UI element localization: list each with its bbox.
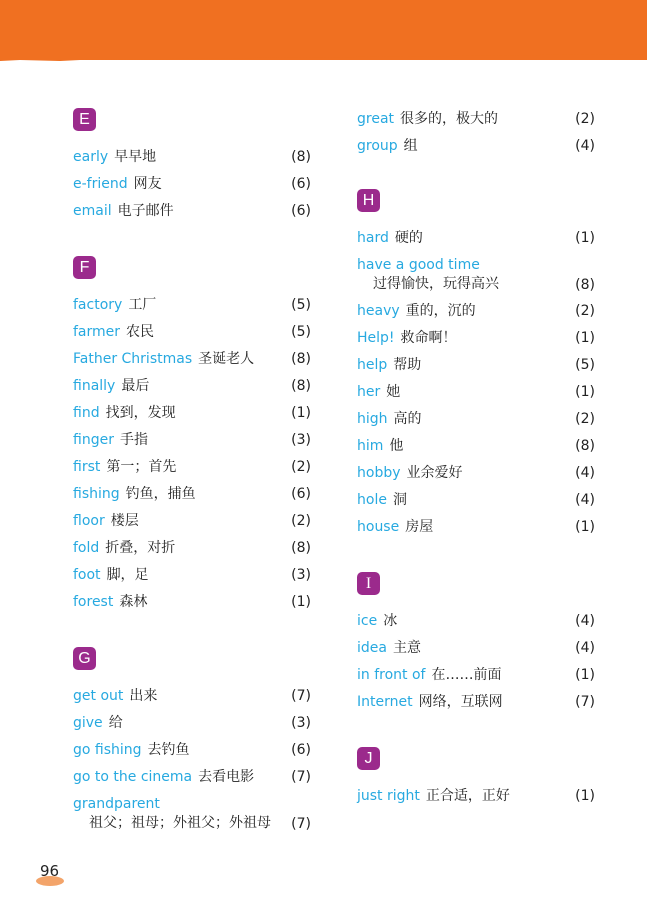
section-f (73, 256, 311, 619)
entry: forest 森林 (1) (73, 594, 311, 610)
entry: house 房屋 (1) (357, 519, 595, 535)
entry: group 组 (4) (357, 138, 595, 154)
entry: give 给 (3) (73, 715, 311, 731)
entry: find 找到，发现 (1) (73, 405, 311, 421)
entry: ice 冰 (4) (357, 613, 595, 629)
right-column (357, 109, 595, 813)
section-g (73, 647, 311, 840)
entry: fold 折叠，对折 (8) (73, 540, 311, 556)
entry: great 很多的，极大的 (2) (357, 111, 595, 127)
entry: get out 出来 (7) (73, 688, 311, 704)
left-column (73, 108, 311, 840)
entry: help 帮助 (5) (357, 357, 595, 373)
section-g-continued (357, 109, 595, 163)
letter-badge-f: F (73, 256, 96, 279)
entry: grandparent 祖父；祖母；外祖父；外祖母 (7) (73, 796, 311, 832)
entry: fishing 钓鱼，捕鱼 (6) (73, 486, 311, 502)
entry: Father Christmas 圣诞老人 (8) (73, 351, 311, 367)
entry: first 第一；首先 (2) (73, 459, 311, 475)
entry: hobby 业余爱好 (4) (357, 465, 595, 481)
entry: early 早早地 (8) (73, 149, 311, 165)
letter-badge-h: H (357, 189, 380, 212)
entry: finger 手指 (3) (73, 432, 311, 448)
entry: Internet 网络，互联网 (7) (357, 694, 595, 710)
entry: go to the cinema 去看电影 (7) (73, 769, 311, 785)
entry: have a good time 过得愉快，玩得高兴 (8) (357, 257, 595, 293)
entry: in front of 在……前面 (1) (357, 667, 595, 683)
entry: idea 主意 (4) (357, 640, 595, 656)
letter-badge-g: G (73, 647, 96, 670)
entry: foot 脚，足 (3) (73, 567, 311, 583)
section-i (357, 572, 595, 719)
entry: factory 工厂 (5) (73, 297, 311, 313)
entry: him 他 (8) (357, 438, 595, 454)
section-j (357, 747, 595, 813)
entry: farmer 农民 (5) (73, 324, 311, 340)
page-number: 96 (40, 862, 60, 880)
entry: floor 楼层 (2) (73, 513, 311, 529)
section-h (357, 189, 595, 544)
entry: go fishing 去钓鱼 (6) (73, 742, 311, 758)
entry: hard 硬的 (1) (357, 230, 595, 246)
letter-badge-e: E (73, 108, 96, 131)
section-e (73, 108, 311, 228)
entry: just right 正合适，正好 (1) (357, 788, 595, 804)
letter-badge-j: J (357, 747, 380, 770)
header-band (0, 0, 647, 60)
torn-edge-decoration (0, 50, 647, 64)
entry: finally 最后 (8) (73, 378, 311, 394)
entry: hole 洞 (4) (357, 492, 595, 508)
entry: e-friend 网友 (6) (73, 176, 311, 192)
letter-badge-i: I (357, 572, 380, 595)
entry: high 高的 (2) (357, 411, 595, 427)
entry: heavy 重的，沉的 (2) (357, 303, 595, 319)
entry: Help! 救命啊！ (1) (357, 330, 595, 346)
entry: email 电子邮件 (6) (73, 203, 311, 219)
entry: her 她 (1) (357, 384, 595, 400)
